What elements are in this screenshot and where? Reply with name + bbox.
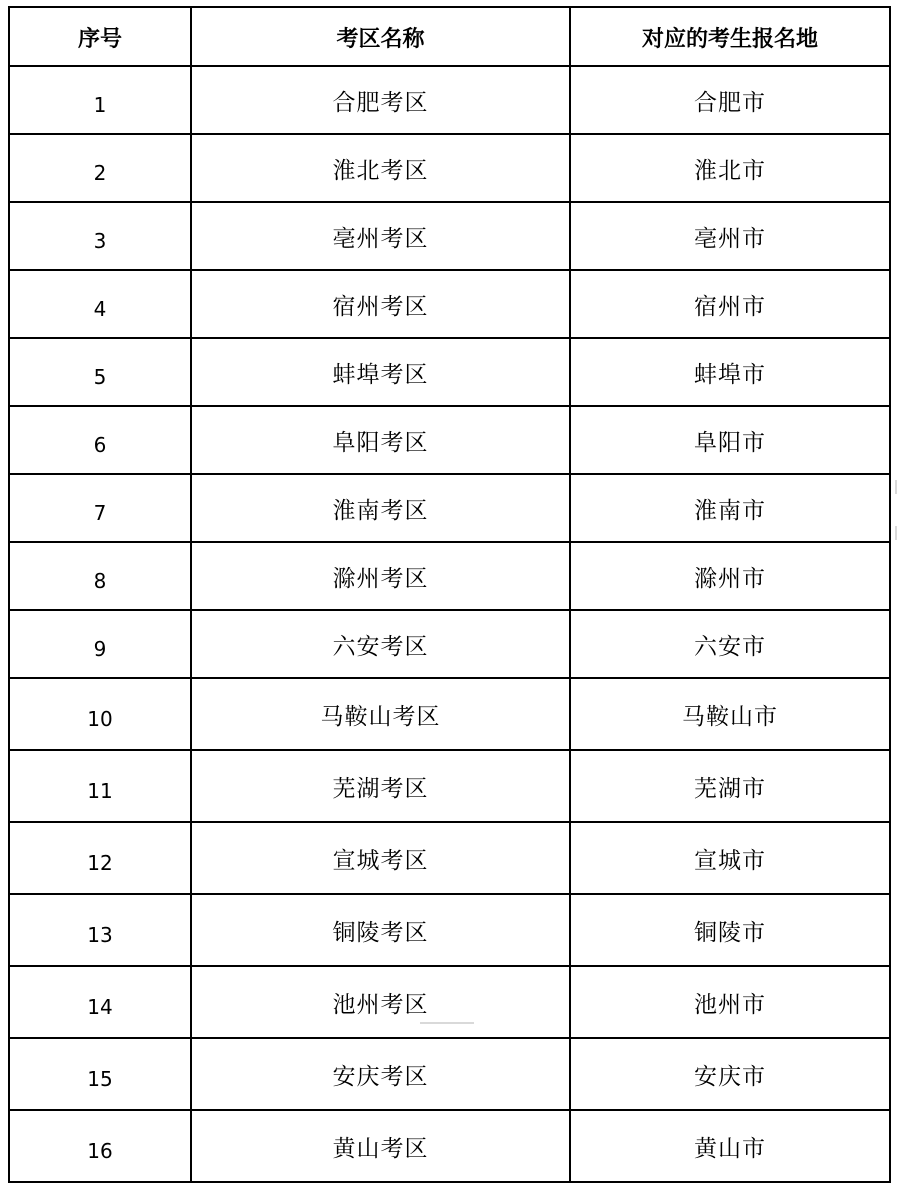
registration-city-cell: 池州市: [570, 966, 890, 1038]
registration-city-cell: 亳州市: [570, 202, 890, 270]
registration-city-cell: 黄山市: [570, 1110, 890, 1182]
region-name-cell: 铜陵考区: [191, 894, 570, 966]
serial-number-cell: 16: [9, 1110, 191, 1182]
table-row: [9, 822, 890, 894]
table-row: [9, 610, 890, 678]
serial-number-cell: 7: [9, 474, 191, 542]
serial-number-cell: 12: [9, 822, 191, 894]
registration-city-cell: 滁州市: [570, 542, 890, 610]
serial-number-cell: 3: [9, 202, 191, 270]
registration-city-cell: 六安市: [570, 610, 890, 678]
table-row: [9, 894, 890, 966]
exam-region-table: [8, 6, 891, 1183]
region-name-cell: 安庆考区: [191, 1038, 570, 1110]
serial-number-cell: 14: [9, 966, 191, 1038]
region-name-cell: 淮南考区: [191, 474, 570, 542]
table-row: [9, 202, 890, 270]
table-row: [9, 750, 890, 822]
header-serial-number: 序号: [9, 7, 191, 66]
registration-city-cell: 淮南市: [570, 474, 890, 542]
serial-number-cell: 2: [9, 134, 191, 202]
region-name-cell: 阜阳考区: [191, 406, 570, 474]
table-header-row: [9, 7, 890, 66]
region-name-cell: 马鞍山考区: [191, 678, 570, 750]
serial-number-cell: 5: [9, 338, 191, 406]
region-name-cell: 宿州考区: [191, 270, 570, 338]
table-resize-handle[interactable]: [420, 1022, 474, 1024]
table-row: [9, 1110, 890, 1182]
table-row: [9, 474, 890, 542]
serial-number-cell: 13: [9, 894, 191, 966]
registration-city-cell: 宿州市: [570, 270, 890, 338]
region-name-cell: 滁州考区: [191, 542, 570, 610]
registration-city-cell: 铜陵市: [570, 894, 890, 966]
region-name-cell: 蚌埠考区: [191, 338, 570, 406]
table-row: [9, 134, 890, 202]
region-name-cell: 六安考区: [191, 610, 570, 678]
region-name-cell: 淮北考区: [191, 134, 570, 202]
table-row: [9, 678, 890, 750]
registration-city-cell: 宣城市: [570, 822, 890, 894]
region-name-cell: 亳州考区: [191, 202, 570, 270]
table-row: [9, 270, 890, 338]
region-name-cell: 芜湖考区: [191, 750, 570, 822]
registration-city-cell: 蚌埠市: [570, 338, 890, 406]
cell-resize-handle[interactable]: [895, 480, 897, 494]
header-region-name: 考区名称: [191, 7, 570, 66]
table-row: [9, 66, 890, 134]
serial-number-cell: 10: [9, 678, 191, 750]
header-registration-city: 对应的考生报名地: [570, 7, 890, 66]
region-name-cell: 池州考区: [191, 966, 570, 1038]
serial-number-cell: 15: [9, 1038, 191, 1110]
table-row: [9, 1038, 890, 1110]
registration-city-cell: 芜湖市: [570, 750, 890, 822]
serial-number-cell: 11: [9, 750, 191, 822]
serial-number-cell: 8: [9, 542, 191, 610]
cell-resize-handle[interactable]: [895, 526, 897, 540]
region-name-cell: 黄山考区: [191, 1110, 570, 1182]
serial-number-cell: 6: [9, 406, 191, 474]
registration-city-cell: 淮北市: [570, 134, 890, 202]
table-row: [9, 966, 890, 1038]
table-row: [9, 338, 890, 406]
serial-number-cell: 4: [9, 270, 191, 338]
registration-city-cell: 马鞍山市: [570, 678, 890, 750]
serial-number-cell: 1: [9, 66, 191, 134]
table-row: [9, 406, 890, 474]
registration-city-cell: 合肥市: [570, 66, 890, 134]
registration-city-cell: 阜阳市: [570, 406, 890, 474]
table-row: [9, 542, 890, 610]
serial-number-cell: 9: [9, 610, 191, 678]
region-name-cell: 宣城考区: [191, 822, 570, 894]
region-name-cell: 合肥考区: [191, 66, 570, 134]
registration-city-cell: 安庆市: [570, 1038, 890, 1110]
